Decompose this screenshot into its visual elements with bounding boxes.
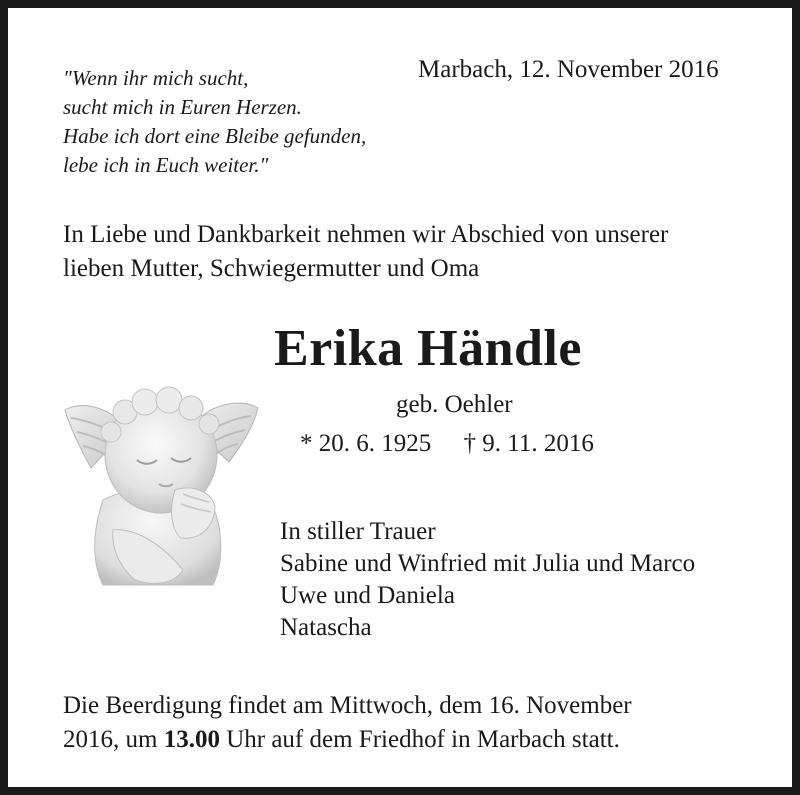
intro-line: In Liebe und Dankbarkeit nehmen wir Abschied von unserer <box>63 221 669 248</box>
mourners-line: Uwe und Daniela <box>280 582 455 609</box>
intro-text <box>63 218 668 286</box>
mourners-line: In stiller Trauer <box>280 518 436 545</box>
mourners-line: Sabine und Winfried mit Julia und Marco <box>280 550 696 577</box>
deceased-name: Erika Händle <box>274 320 582 377</box>
poem-line: lebe ich in Euch weiter." <box>63 153 269 177</box>
birth-date: * 20. 6. 1925 <box>300 430 432 457</box>
funeral-notice <box>63 689 632 757</box>
mourners-line: Natascha <box>280 614 372 641</box>
funeral-line <box>63 723 632 757</box>
funeral-text: 2016, um <box>63 726 164 753</box>
funeral-text: Uhr auf dem Friedhof in Marbach statt. <box>219 726 620 753</box>
dateline: Marbach, 12. November 2016 <box>418 56 719 83</box>
poem <box>63 64 366 180</box>
poem-line: sucht mich in Euren Herzen. <box>63 95 302 119</box>
funeral-line: Die Beerdigung findet am Mittwoch, dem 16. November <box>63 692 632 719</box>
life-dates <box>300 430 594 458</box>
maiden-name: geb. Oehler <box>396 391 513 418</box>
mourners <box>280 516 695 644</box>
poem-line: Habe ich dort eine Bleibe gefunden, <box>63 124 367 148</box>
death-date: † 9. 11. 2016 <box>463 430 594 457</box>
funeral-time: 13.00 <box>163 726 220 753</box>
angel-icon <box>63 380 260 588</box>
poem-line: "Wenn ihr mich sucht, <box>63 66 249 90</box>
intro-line: lieben Mutter, Schwiegermutter und Oma <box>63 255 480 282</box>
